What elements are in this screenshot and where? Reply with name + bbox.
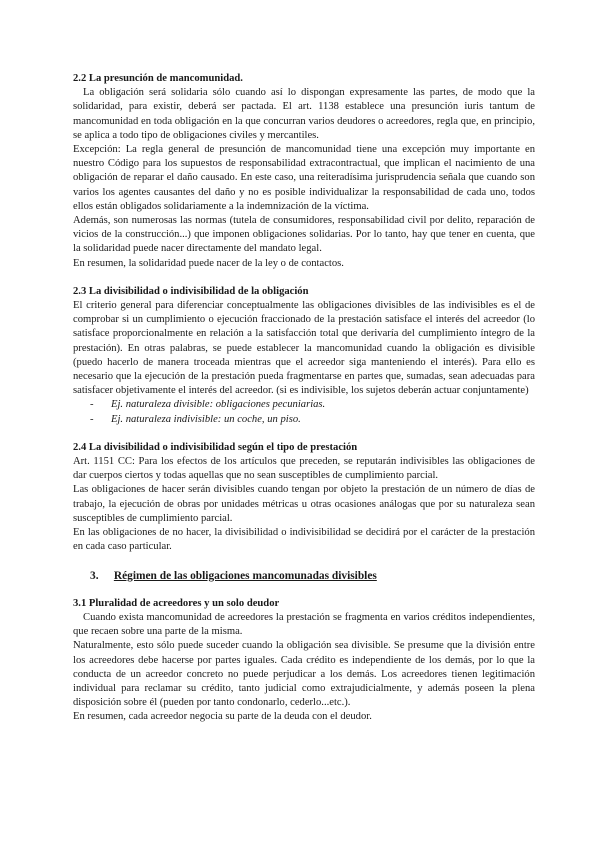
paragraph: En las obligaciones de no hacer, la divisibilidad o indivisibilidad se decidirá por el carácter de la prestación en cada caso particular. xyxy=(73,527,535,553)
heading-3-1: 3.1 Pluralidad de acreedores y un solo deudor xyxy=(73,597,280,609)
paragraph: Las obligaciones de hacer serán divisibles cuando tengan por objeto la prestación de un número de días de trabajo, la ejecución de obras por unidades métricas u otras ocasiones análogas que por su naturaleza sean susceptibles de cumplimiento parcial. xyxy=(73,484,535,524)
heading-2-3: 2.3 La divisibilidad o indivisibilidad de la obligación xyxy=(73,285,309,297)
list-item xyxy=(90,413,535,427)
paragraph: Además, son numerosas las normas (tutela de consumidores, responsabilidad civil por delito, reparación de vicios de la construcción...) que imponen obligaciones solidarias. Por lo tanto, hay que tener en cuenta, que la solidaridad puede nacer directamente del mandato legal. xyxy=(73,215,535,255)
heading-2-2: 2.2 La presunción de mancomunidad. xyxy=(73,73,243,84)
list-item-text: Ej. naturaleza divisible: obligaciones pecuniarias. xyxy=(111,399,326,411)
list-dash: - xyxy=(90,413,94,425)
paragraph: El criterio general para diferenciar conceptualmente las obligaciones divisibles de las indivisibles es el de comprobar si un cumplimiento o ejecución fraccionado de la prestación satisface el interés del acreedor (lo satisface proporcionalmente en relación a la satisfacción total que derivaría del cumplimiento íntegro de la prestación). En otras palabras, se puede establecer la mancomunidad cuando la obligación es divisible (puedo hacerlo de manera troceada mientras que el acreedor siga manteniendo el interés). Para ello es necesario que la ejecución de la prestación pueda fragmentarse en partes que, sumadas, sean adecuadas para satisfacer objetivamente el interés del acreedor. (si es indivisible, los sujetos deberán actuar conjuntamente) xyxy=(73,300,535,397)
section-title: Régimen de las obligaciones mancomunadas divisibles xyxy=(113,569,377,582)
paragraph: En resumen, la solidaridad puede nacer de la ley o de contactos. xyxy=(73,257,344,269)
list-item xyxy=(90,398,535,412)
list-item-text: Ej. naturaleza indivisible: un coche, un piso. xyxy=(111,413,301,425)
section-number: 3. xyxy=(90,569,99,582)
paragraph: Excepción: La regla general de presunción de mancomunidad tiene una excepción muy importante en nuestro Código para los supuestos de responsabilidad extracontractual, que implican el nacimiento de una obligación de reparar el daño causado. En este caso, una reiteradísima jurisprudencia señala que cuando son varios los agentes causantes del daño y no es posible individualizar la responsabilidad de cada uno, todos ellos están obligados solidariamente a la indemnización de la víctima. xyxy=(73,144,535,212)
list-dash: - xyxy=(90,399,94,411)
examples-list xyxy=(73,398,535,426)
paragraph: La obligación será solidaria sólo cuando así lo dispongan expresamente las partes, de modo que la solidaridad, para existir, deberá ser pactada. El art. 1138 establece una presunción iuris tantum de mancomunidad en toda obligación en la que concurran varios deudores o acreedores, regla que, en principio, se aplica a todo tipo de obligaciones civiles y mercantiles. xyxy=(73,87,535,141)
section-3-heading xyxy=(73,569,535,583)
paragraph: Cuando exista mancomunidad de acreedores la prestación se fragmenta en varios créditos independientes, que recaen sobre una parte de la misma. xyxy=(73,611,535,638)
document-body xyxy=(73,72,535,725)
paragraph: Art. 1151 CC: Para los efectos de los artículos que preceden, se reputarán indivisibles las obligaciones de dar cuerpos ciertos y todas aquellas que no sean susceptibles de cumplimiento parcial. xyxy=(73,456,535,482)
heading-2-4: 2.4 La divisibilidad o indivisibilidad según el tipo de prestación xyxy=(73,441,358,453)
paragraph: En resumen, cada acreedor negocia su parte de la deuda con el deudor. xyxy=(73,711,372,723)
paragraph: Naturalmente, esto sólo puede suceder cuando la obligación sea divisible. Se presume que la división entre los acreedores debe hacerse por partes iguales. Cada crédito es independiente de los demás, por lo que la conducta de un acreedor concreto no puede perjudicar a los demás. Los acreedores tienen legitimación individual para reclamar su crédito, tanto judicial como extrajudicialmente, y además poseen la plena disposición sobre él (pueden por tanto condonarlo, cederlo...etc.). xyxy=(73,640,535,709)
